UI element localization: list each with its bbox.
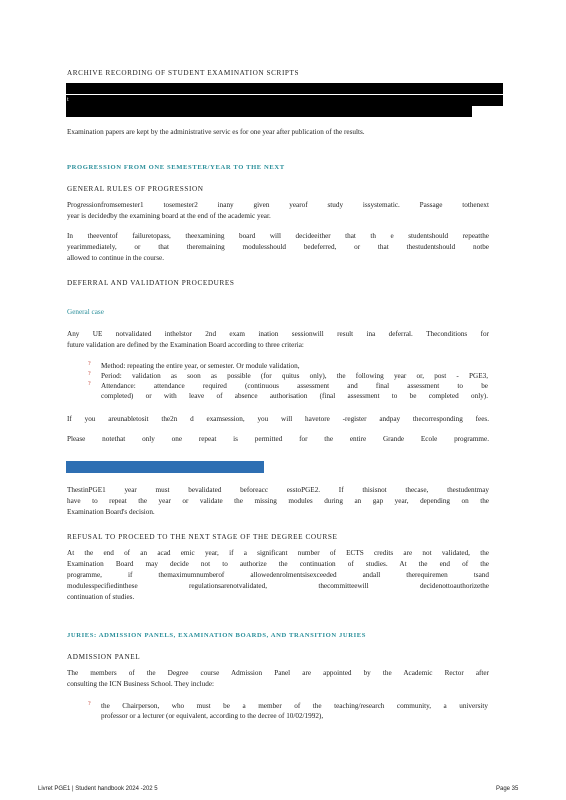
bullet-marker-4: ? — [88, 701, 91, 707]
bullet-item-1: Method: repeating the entire year, or semester. Or module validation, — [101, 362, 300, 370]
section-highlight-bar — [66, 461, 264, 473]
admission-bullet-line2: professor or a lecturer (or equivalent, according to the decree of 10/02/1992), — [101, 712, 324, 720]
rules-para1-line1: Progressionfromsemester1 tosemester2 inany given yearof study issystematic. Passage tothenext — [67, 201, 489, 209]
archive-heading: ARCHIVE RECORDING OF STUDENT EXAMINATION SCRIPTS — [67, 69, 300, 77]
archive-paragraph: Examination papers are kept by the administrative servic es for one year after publication of the results. — [67, 128, 365, 136]
juries-heading: JURIES: ADMISSION PANELS, EXAMINATION BOARDS, AND TRANSITION JURIES — [67, 632, 367, 639]
refusal-line5: continuation of studies. — [67, 593, 135, 601]
admission-panel-heading: ADMISSION PANEL — [67, 653, 141, 661]
progression-heading: PROGRESSION FROM ONE SEMESTER/YEAR TO THE NEXT — [67, 164, 285, 171]
admission-line2: consulting the ICN Business School. They include: — [67, 680, 214, 688]
refusal-line3: programme, if themaximumnumberof allowedenrolmentsisexceeded andall therequiremen tsand — [67, 571, 489, 579]
footer-page-number: Page 35 — [496, 786, 519, 792]
footer-left: Livret PGE1 | Student handbook 2024 -202 5 — [38, 786, 158, 792]
refusal-line2: Examination Board may decide not to authorize the continuation of studies. At the end of the — [67, 560, 489, 568]
deferral-heading: DEFERRAL AND VALIDATION PROCEDURES — [67, 279, 235, 287]
bar-fragment: t — [67, 97, 69, 103]
deferral-para-line2: future validation are defined by the Examination Board according to three criteria: — [67, 341, 304, 349]
bullet-item-3-line1: Attendance: attendance required (continuous assessment and final assessment to be — [101, 382, 488, 390]
general-case-subheading: General case — [67, 308, 104, 316]
redaction-bar-3 — [66, 106, 472, 117]
deferral-para-line1: Any UE notvalidated inthelstor 2nd exam ination sessionwill result ina deferral. Theconditions for — [67, 330, 489, 338]
rules-para2-line3: allowed to continue in the course. — [67, 254, 165, 262]
repeat-note: Please notethat only one repeat is permitted for the entire Grande Ecole programme. — [67, 435, 489, 443]
rules-para2-line1: In theeventof failuretopass, theexamining board will decideeither that th e studentshould repeatthe — [67, 232, 489, 240]
bullet-item-3-line2: completed) or with leave of absence authorisation (final assessment to be completed only). — [101, 392, 488, 400]
redaction-bar-2 — [66, 95, 503, 106]
bullet-item-2: Period: validation as soon as possible (for quitus only), the following year or, post - PGE3, — [101, 372, 488, 380]
general-rules-heading: GENERAL RULES OF PROGRESSION — [67, 185, 204, 193]
bullet-marker-3: ? — [88, 381, 91, 387]
bullet-marker-1: ? — [88, 361, 91, 367]
pge1-para-line2: have to repeat the year or validate the missing modules during an gap year, depending on the — [67, 497, 489, 505]
admission-line1: The members of the Degree course Admission Panel are appointed by the Academic Rector after — [67, 669, 489, 677]
admission-bullet-line1: the Chairperson, who must be a member of the teaching/research community, a university — [101, 702, 488, 710]
refusal-line1: At the end of an acad emic year, if a significant number of ECTS credits are not validated, the — [67, 549, 489, 557]
pge1-para-line3: Examination Board's decision. — [67, 508, 155, 516]
refusal-heading: REFUSAL TO PROCEED TO THE NEXT STAGE OF THE DEGREE COURSE — [67, 533, 338, 541]
rules-para1-line2: year is decidedby the examining board at the end of the academic year. — [67, 212, 271, 220]
pge1-para-line1: ThestinPGE1 year must bevalidated beforeacc esstoPGE2. If thisisnot thecase, thestudentmay — [67, 486, 489, 494]
refusal-line4: modulesspecifiedinthese regulationsarenotvalidated, thecommitteewill decidenottoauthorizethe — [67, 582, 489, 590]
resit-note: If you areunabletosit the2n d examsession, you will havetore -register andpay thecorresponding fees. — [67, 415, 489, 423]
bullet-marker-2: ? — [88, 371, 91, 377]
rules-para2-line2: yearimmediately, or that theremaining modulesshould bedeferred, or that thestudentshould notbe — [67, 243, 489, 251]
redaction-bar-1 — [66, 83, 503, 94]
